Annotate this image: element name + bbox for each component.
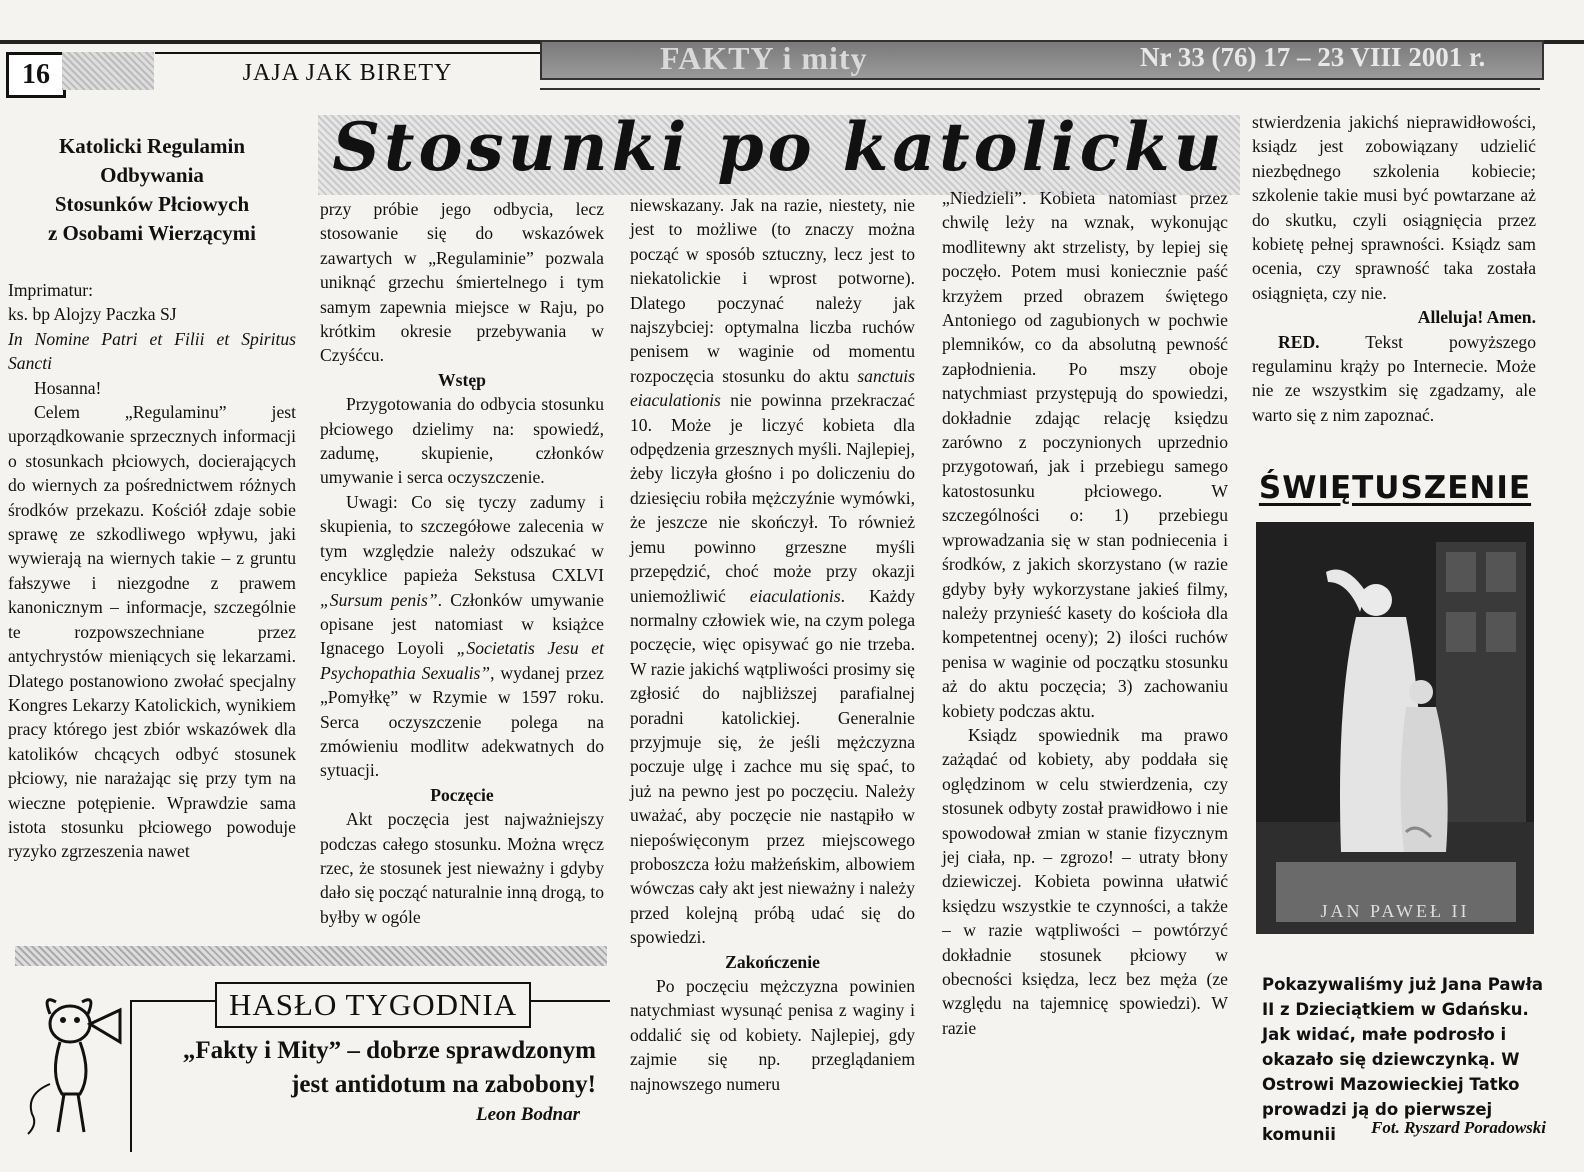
- headline: Stosunki po katolicku: [332, 108, 1226, 186]
- page-header: [0, 0, 1584, 100]
- subheading-poczecie: Poczęcie: [430, 784, 494, 805]
- issue-info: Nr 33 (76) 17 – 23 VIII 2001 r.: [1140, 42, 1486, 72]
- bishop-name: ks. bp Alojzy Paczka SJ: [8, 304, 177, 325]
- imprimatur: Imprimatur:: [8, 280, 94, 300]
- paragraph: [630, 193, 915, 950]
- article-column-3: [630, 193, 915, 1096]
- paragraph: Ksiądz spowiednik ma prawo zażądać od kobiety, aby poddała się oględzinom w celu stwierdzenia, czy stosunek odbyty został prawidłowo i nie spowodował zmian w stanie fizycznym jej ciała, np. – zgrozo! – utraty błony dziewiczej. Kobieta powinna ułatwić księdzu wszystkie te czynności, a także – w razie wątpliwości – powtórzyć dokładnie stosunek płciowy w obecności księdza, lecz bez męża (ze względu na tajemnicę spowiedzi). W razie: [942, 724, 1228, 1038]
- editor-label: RED.: [1278, 331, 1320, 352]
- plaque-text: JAN PAWEŁ II: [1320, 901, 1470, 921]
- editor-note: [1252, 330, 1536, 428]
- header-bottom-rule: [540, 88, 1540, 90]
- article-column-5: [1252, 110, 1536, 427]
- latin-term: eiaculationis: [749, 585, 841, 606]
- latin-term: sanctuis eiaculationis: [630, 365, 915, 411]
- paragraph: Przygotowania do odbycia stosunku płciowego dzielimy na: spowiedź, zadumę, skupienie, członków umywanie i serca oczyszczenie.: [320, 394, 604, 488]
- paragraph: przy próbie jego odbycia, lecz stosowanie się do wskazówek zawartych w „Regulaminie” pozwala uniknąć grzechu śmiertelnego i tym samym zapewnia miejsce w Raju, po krótkim okresie przebywania w Czyśćcu.: [320, 199, 604, 366]
- section-title: JAJA JAK BIRETY: [155, 52, 540, 92]
- title-societatis: „Societatis Jesu et Psychopathia Sexualis”: [320, 638, 605, 683]
- devil-megaphone-icon: [20, 984, 130, 1144]
- paragraph: stwierdzenia jakichś nieprawidłowości, ksiądz jest zobowiązany udzielić niezbędnego szkolenia kobiecie; szkolenie takie musi być powtarzane aż do skutku, czyli osiągnięcia przez kobietę pełnej sprawności. Ksiądz sam ocenia, czy sprawność taka została osiągnięta, czy nie.: [1252, 112, 1536, 303]
- latin-formula: In Nomine Patri et Filii et Spiritus Sancti: [8, 328, 296, 374]
- text-run: . Każdy normalny człowiek wie, na czym polega poczęcie, więc opisywać go nie trzeba. W razie jakichś wątpliwości prosimy się zgłosić do najbliższej parafialnej poradni katolickiej. Generalnie przyjmuje się, że jeśli mężczyzna poczuje ulgę i zachce mu się spać, to już na pewno jest po poczęciu. Należy uważać, aby poczęcie nie nastąpiło w niepoświęconym przez miejscowego proboszcza łożu małżeńskim, albowiem wówczas cały akt jest nieważny i należy przed kolejną próbą udać się do spowiedzi.: [630, 585, 915, 948]
- photo-credit: Fot. Ryszard Poradowski: [1371, 1118, 1546, 1137]
- haslo-motto: [140, 1034, 596, 1102]
- paragraph: Akt poczęcia jest najważniejszy podczas całego stosunku. Można wręcz rzec, że stosunek jest nieważny i gdyby dało się począć naturalnie inną drogą, to byłby w ogóle: [320, 809, 604, 927]
- motto-author: Leon Bodnar: [476, 1104, 580, 1125]
- haslo-shade: [15, 946, 607, 966]
- haslo-title: HASŁO TYGODNIA: [215, 982, 531, 1028]
- text-run: niewskazany. Jak na razie, niestety, nie jest to możliwe (to znaczy można począć w sposób sztuczny, lecz jest to niekatolickie i wprost potworne). Dlatego poczynać należy jak najszybciej: optymalna liczba ruchów penisem w waginie od momentu rozpoczęcia stosunku do aktu: [630, 195, 915, 386]
- paragraph: Po poczęciu mężczyzna powinien natychmiast wysunąć penisa z waginy i oddalić się od kobiety. Najlepiej, gdy zajmie się np. przeglądaniem najnowszego numeru: [630, 976, 915, 1094]
- text-run: . Członków umywanie opisane jest natomiast w książce Ignacego Loyoli: [320, 589, 604, 659]
- title-sursum: „Sursum penis”: [320, 589, 438, 610]
- photo-caption: Pokazywaliśmy już Jana Pawła II z Dzieciątkiem w Gdańsku. Jak widać, małe podrosło i okazało się dziewczynką. W Ostrowi Mazowieckiej Tatko prowadzi ją do pierwszej komunii: [1262, 975, 1544, 1144]
- subheading-zakonczenie: Zakończenie: [725, 951, 820, 972]
- regulamin-title-line: Odbywania: [100, 163, 204, 187]
- text-run: , wydanej przez „Pomyłkę” w Rzymie w 1597 roku. Serca oczyszczenie polega na zmówieniu modlitw adekwatnych do sytuacji.: [320, 662, 604, 781]
- text-run: Uwagi: Co się tyczy zadumy i skupienia, to szczegółowe zalecenia w tym względzie należy odszukać w encyklice papieża Sekstusa CXLVI: [320, 491, 604, 586]
- text-run: nie powinna przekraczać 10. Może je liczyć kobieta dla odpędzenia grzesznych myśli. Najlepiej, żeby liczyła głośno i po doliczeniu do dziesięciu robiła mężczyźnie wymówki, że jeszcze nie skończył. To również jemu powinno grzeszne myśli przepędzić, choć może przy okazji uniemożliwić: [630, 390, 915, 606]
- paragraph: Celem „Regulaminu” jest uporządkowanie sprzecznych informacji o stosunkach płciowych, docierających do wiernych za pośrednictwem różnych środków przekazu. Kościół zdaje sobie sprawę ze szkodliwego wpływu, jaki wywierają na wiernych takie – z gruntu fałszywe i niezgodne z prawem kanonicznym – informacje, szczególnie te rozpowszechniane przez antychrystów mieniących się lekarzami. Dlatego postanowiono zwołać specjalny Kongres Lekarzy Katolickich, wynikiem pracy którego jest zbiór wskazówek dla katolików chcących odbyć stosunek płciowy, nie narażając się przy tym na wieczne potępienie. Wprawdzie sama istota stosunku płciowego powoduje ryzyko zgrzeszenia nawet: [8, 402, 296, 862]
- paragraph: [320, 490, 604, 783]
- motto-line: jest antidotum na zabobony!: [291, 1071, 596, 1098]
- article-column-1: [8, 278, 296, 864]
- swietuszenie-title: ŚWIĘTUSZENIE: [1258, 470, 1532, 506]
- header-shade: [62, 52, 154, 90]
- masthead: FAKTY i mity: [660, 40, 868, 76]
- regulamin-title-line: z Osobami Wierzącymi: [47, 221, 257, 245]
- hosanna: Hosanna!: [34, 377, 102, 398]
- article-column-4: [942, 186, 1228, 1040]
- article-column-2: [320, 197, 604, 929]
- motto-line: „Fakty i Mity” – dobrze sprawdzonym: [182, 1037, 596, 1064]
- text-run: Tekst powyższego regulaminu krąży po Internecie. Może nie ze wszystkim się zgadzamy, ale warto się z nim zapoznać.: [1252, 331, 1536, 425]
- paragraph: „Niedzieli”. Kobieta natomiast przez chwilę leży na wznak, wykonując modlitewny akt strzelisty, by lepiej się poczęło. Potem musi koniecznie paść krzyżem przed obrazem świętego Antoniego od zagubionych w pochwie plemników, co da absolutną pewność zapłodnienia. Po mszy oboje natychmiast przystępują do spowiedzi, dokładnie zdając relację księdzu zarówno z poczynionych uprzednio przygotowań, jak i przebiegu samego katostosunku płciowego. W szczególności o: 1) przebiegu wprowadzania się w stan podniecenia i środków, z jakich skorzystano (w razie gdyby były wykorzystane jakieś filmy, należy przynieść kasety do kościoła dla kompetentnej oceny); 2) ilości ruchów penisa w waginie od początku stosunku aż do aktu poczęcia; 3) zachowaniu kobiety podczas aktu.: [942, 188, 1228, 721]
- statue-photo: [1256, 522, 1534, 934]
- regulamin-title-line: Katolicki Regulamin: [58, 134, 246, 158]
- regulamin-title-line: Stosunków Płciowych: [54, 192, 250, 216]
- signoff: Alleluja! Amen.: [1417, 307, 1536, 328]
- subheading-wstep: Wstęp: [438, 369, 486, 390]
- page-number: 16: [6, 52, 66, 98]
- regulamin-title: [8, 132, 296, 248]
